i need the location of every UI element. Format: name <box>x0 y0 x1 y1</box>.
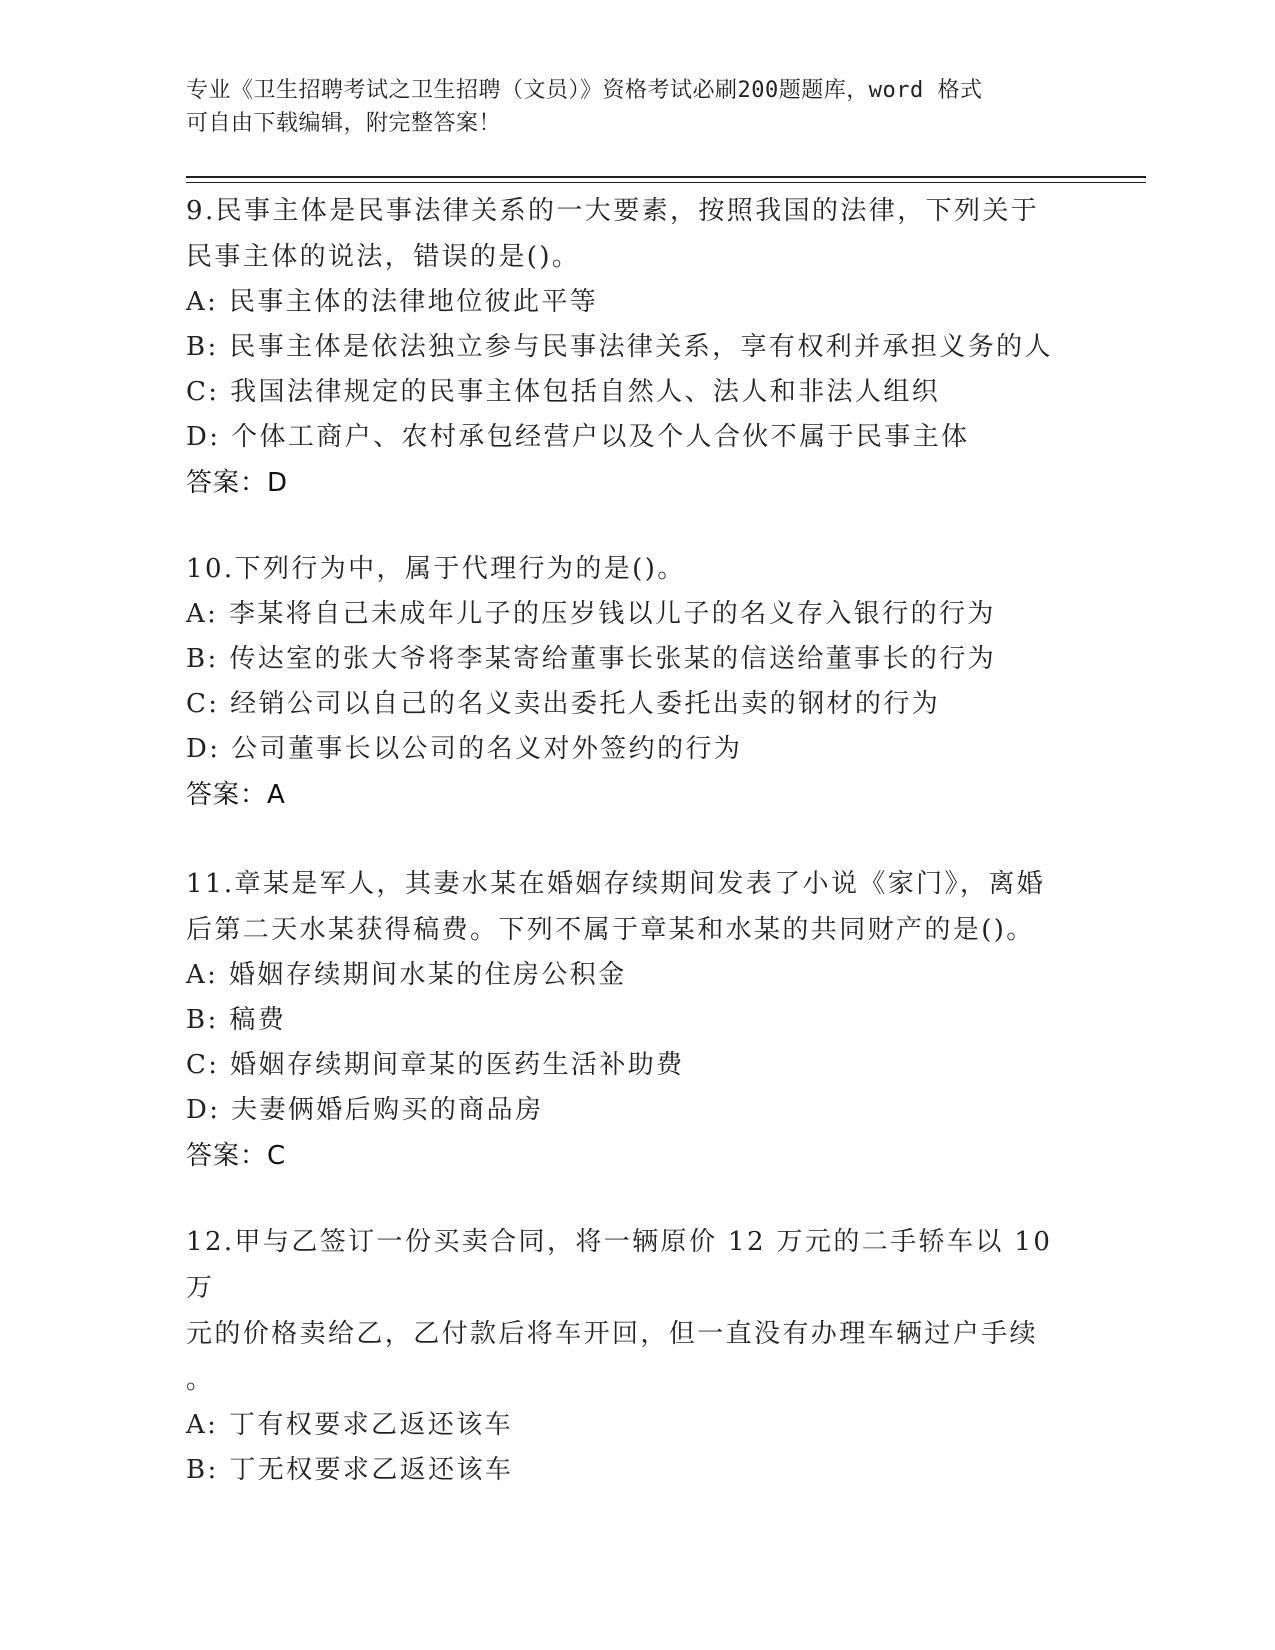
question-9 <box>186 188 1086 506</box>
question-11-stem-line-2: 后第二天水某获得稿费。下列不属于章某和水某的共同财产的是()。 <box>186 915 1035 945</box>
question-12-option-b: B: 丁无权要求乙返还该车 <box>186 1455 514 1485</box>
question-10-answer: 答案：A <box>186 780 286 810</box>
question-11 <box>186 861 1086 1179</box>
question-12-stem-line-2: 元的价格卖给乙，乙付款后将车开回，但一直没有办理车辆过户手续 <box>186 1319 1039 1349</box>
question-10-option-d: D: 公司董事长以公司的名义对外签约的行为 <box>186 734 743 764</box>
header-divider-thin <box>186 182 1146 183</box>
question-12 <box>186 1219 1086 1493</box>
header-line-1: 专业《卫生招聘考试之卫生招聘（文员）》资格考试必刷200题题库，word 格式 <box>186 78 983 103</box>
document-header <box>186 74 1066 140</box>
question-11-answer: 答案：C <box>186 1141 287 1171</box>
question-10 <box>186 546 1086 818</box>
question-9-stem-line-1: 9.民事主体是民事法律关系的一大要素，按照我国的法律，下列关于 <box>186 196 1040 226</box>
question-9-option-d: D: 个体工商户、农村承包经营户以及个人合伙不属于民事主体 <box>186 422 970 452</box>
question-12-stem-line-1: 12.甲与乙签订一份买卖合同，将一辆原价 12 万元的二手轿车以 10 万 <box>186 1227 1053 1303</box>
question-11-stem-line-1: 11.章某是军人，其妻水某在婚姻存续期间发表了小说《家门》，离婚 <box>186 869 1046 899</box>
question-9-option-b: B: 民事主体是依法独立参与民事法律关系，享有权利并承担义务的人 <box>186 332 1053 362</box>
question-11-option-c: C: 婚姻存续期间章某的医药生活补助费 <box>186 1050 685 1080</box>
question-11-option-a: A: 婚姻存续期间水某的住房公积金 <box>186 960 627 990</box>
header-line-2: 可自由下载编辑，附完整答案！ <box>186 111 502 136</box>
question-9-option-a: A: 民事主体的法律地位彼此平等 <box>186 287 599 317</box>
question-11-option-d: D: 夫妻俩婚后购买的商品房 <box>186 1095 544 1125</box>
question-9-stem-line-2: 民事主体的说法，错误的是()。 <box>186 242 581 272</box>
question-12-option-a: A: 丁有权要求乙返还该车 <box>186 1410 514 1440</box>
question-10-option-a: A: 李某将自己未成年儿子的压岁钱以儿子的名义存入银行的行为 <box>186 599 996 629</box>
question-10-option-b: B: 传达室的张大爷将李某寄给董事长张某的信送给董事长的行为 <box>186 644 997 674</box>
question-9-answer: 答案：D <box>186 468 289 498</box>
question-9-option-c: C: 我国法律规定的民事主体包括自然人、法人和非法人组织 <box>186 377 941 407</box>
header-divider-thick <box>186 176 1146 178</box>
question-12-stem-line-3: 。 <box>186 1365 215 1395</box>
question-10-option-c: C: 经销公司以自己的名义卖出委托人委托出卖的钢材的行为 <box>186 689 941 719</box>
question-11-option-b: B: 稿费 <box>186 1005 287 1035</box>
question-10-stem-line-1: 10.下列行为中，属于代理行为的是()。 <box>186 554 686 584</box>
